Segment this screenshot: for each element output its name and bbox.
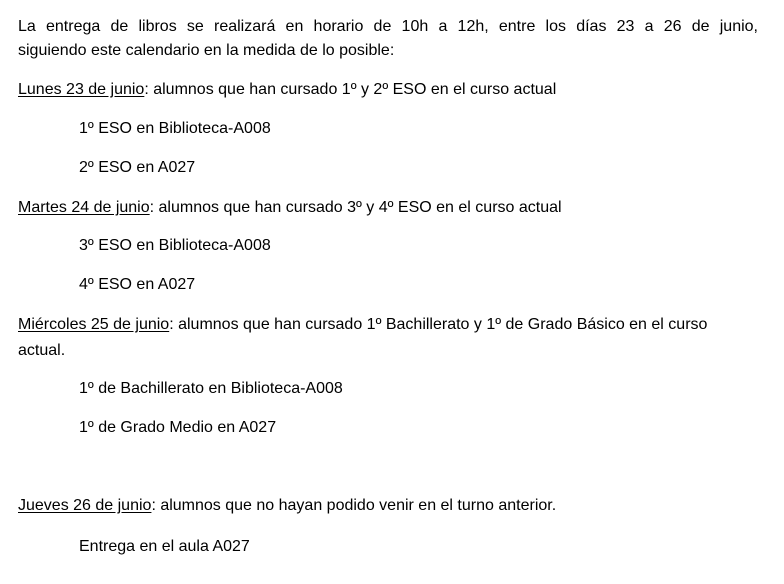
schedule-item: 1º de Grado Medio en A027 <box>79 419 277 436</box>
day-description: : alumnos que han cursado 1º y 2º ESO en el curso actual <box>144 81 557 98</box>
schedule-item: 3º ESO en Biblioteca-A008 <box>79 237 271 254</box>
day-date: Miércoles 25 de junio <box>18 316 170 333</box>
day-date: Martes 24 de junio <box>18 199 150 216</box>
intro-line-1: La entrega de libros se realizará en horario de 10h a 12h, entre los días 23 a 26 de junio, <box>18 18 758 35</box>
schedule-item: 1º ESO en Biblioteca-A008 <box>79 120 271 137</box>
schedule-item: 2º ESO en A027 <box>79 159 196 176</box>
schedule-item: 4º ESO en A027 <box>79 276 196 293</box>
schedule-item: 1º de Bachillerato en Biblioteca-A008 <box>79 380 343 397</box>
intro-line-2: siguiendo este calendario en la medida de lo posible: <box>18 42 395 59</box>
day-heading-martes <box>18 198 758 218</box>
day-heading-lunes <box>18 80 758 100</box>
schedule-item: Entrega en el aula A027 <box>79 538 250 555</box>
day-date: Jueves 26 de junio <box>18 497 152 514</box>
day-heading-miercoles <box>18 315 758 335</box>
day-description-continued: actual. <box>18 342 66 359</box>
day-date: Lunes 23 de junio <box>18 81 145 98</box>
day-description: : alumnos que han cursado 1º Bachillerato y 1º de Grado Básico en el curso <box>169 316 708 333</box>
day-description: : alumnos que han cursado 3º y 4º ESO en el curso actual <box>149 199 562 216</box>
day-heading-jueves <box>18 496 758 516</box>
day-description: : alumnos que no hayan podido venir en el turno anterior. <box>151 497 557 514</box>
